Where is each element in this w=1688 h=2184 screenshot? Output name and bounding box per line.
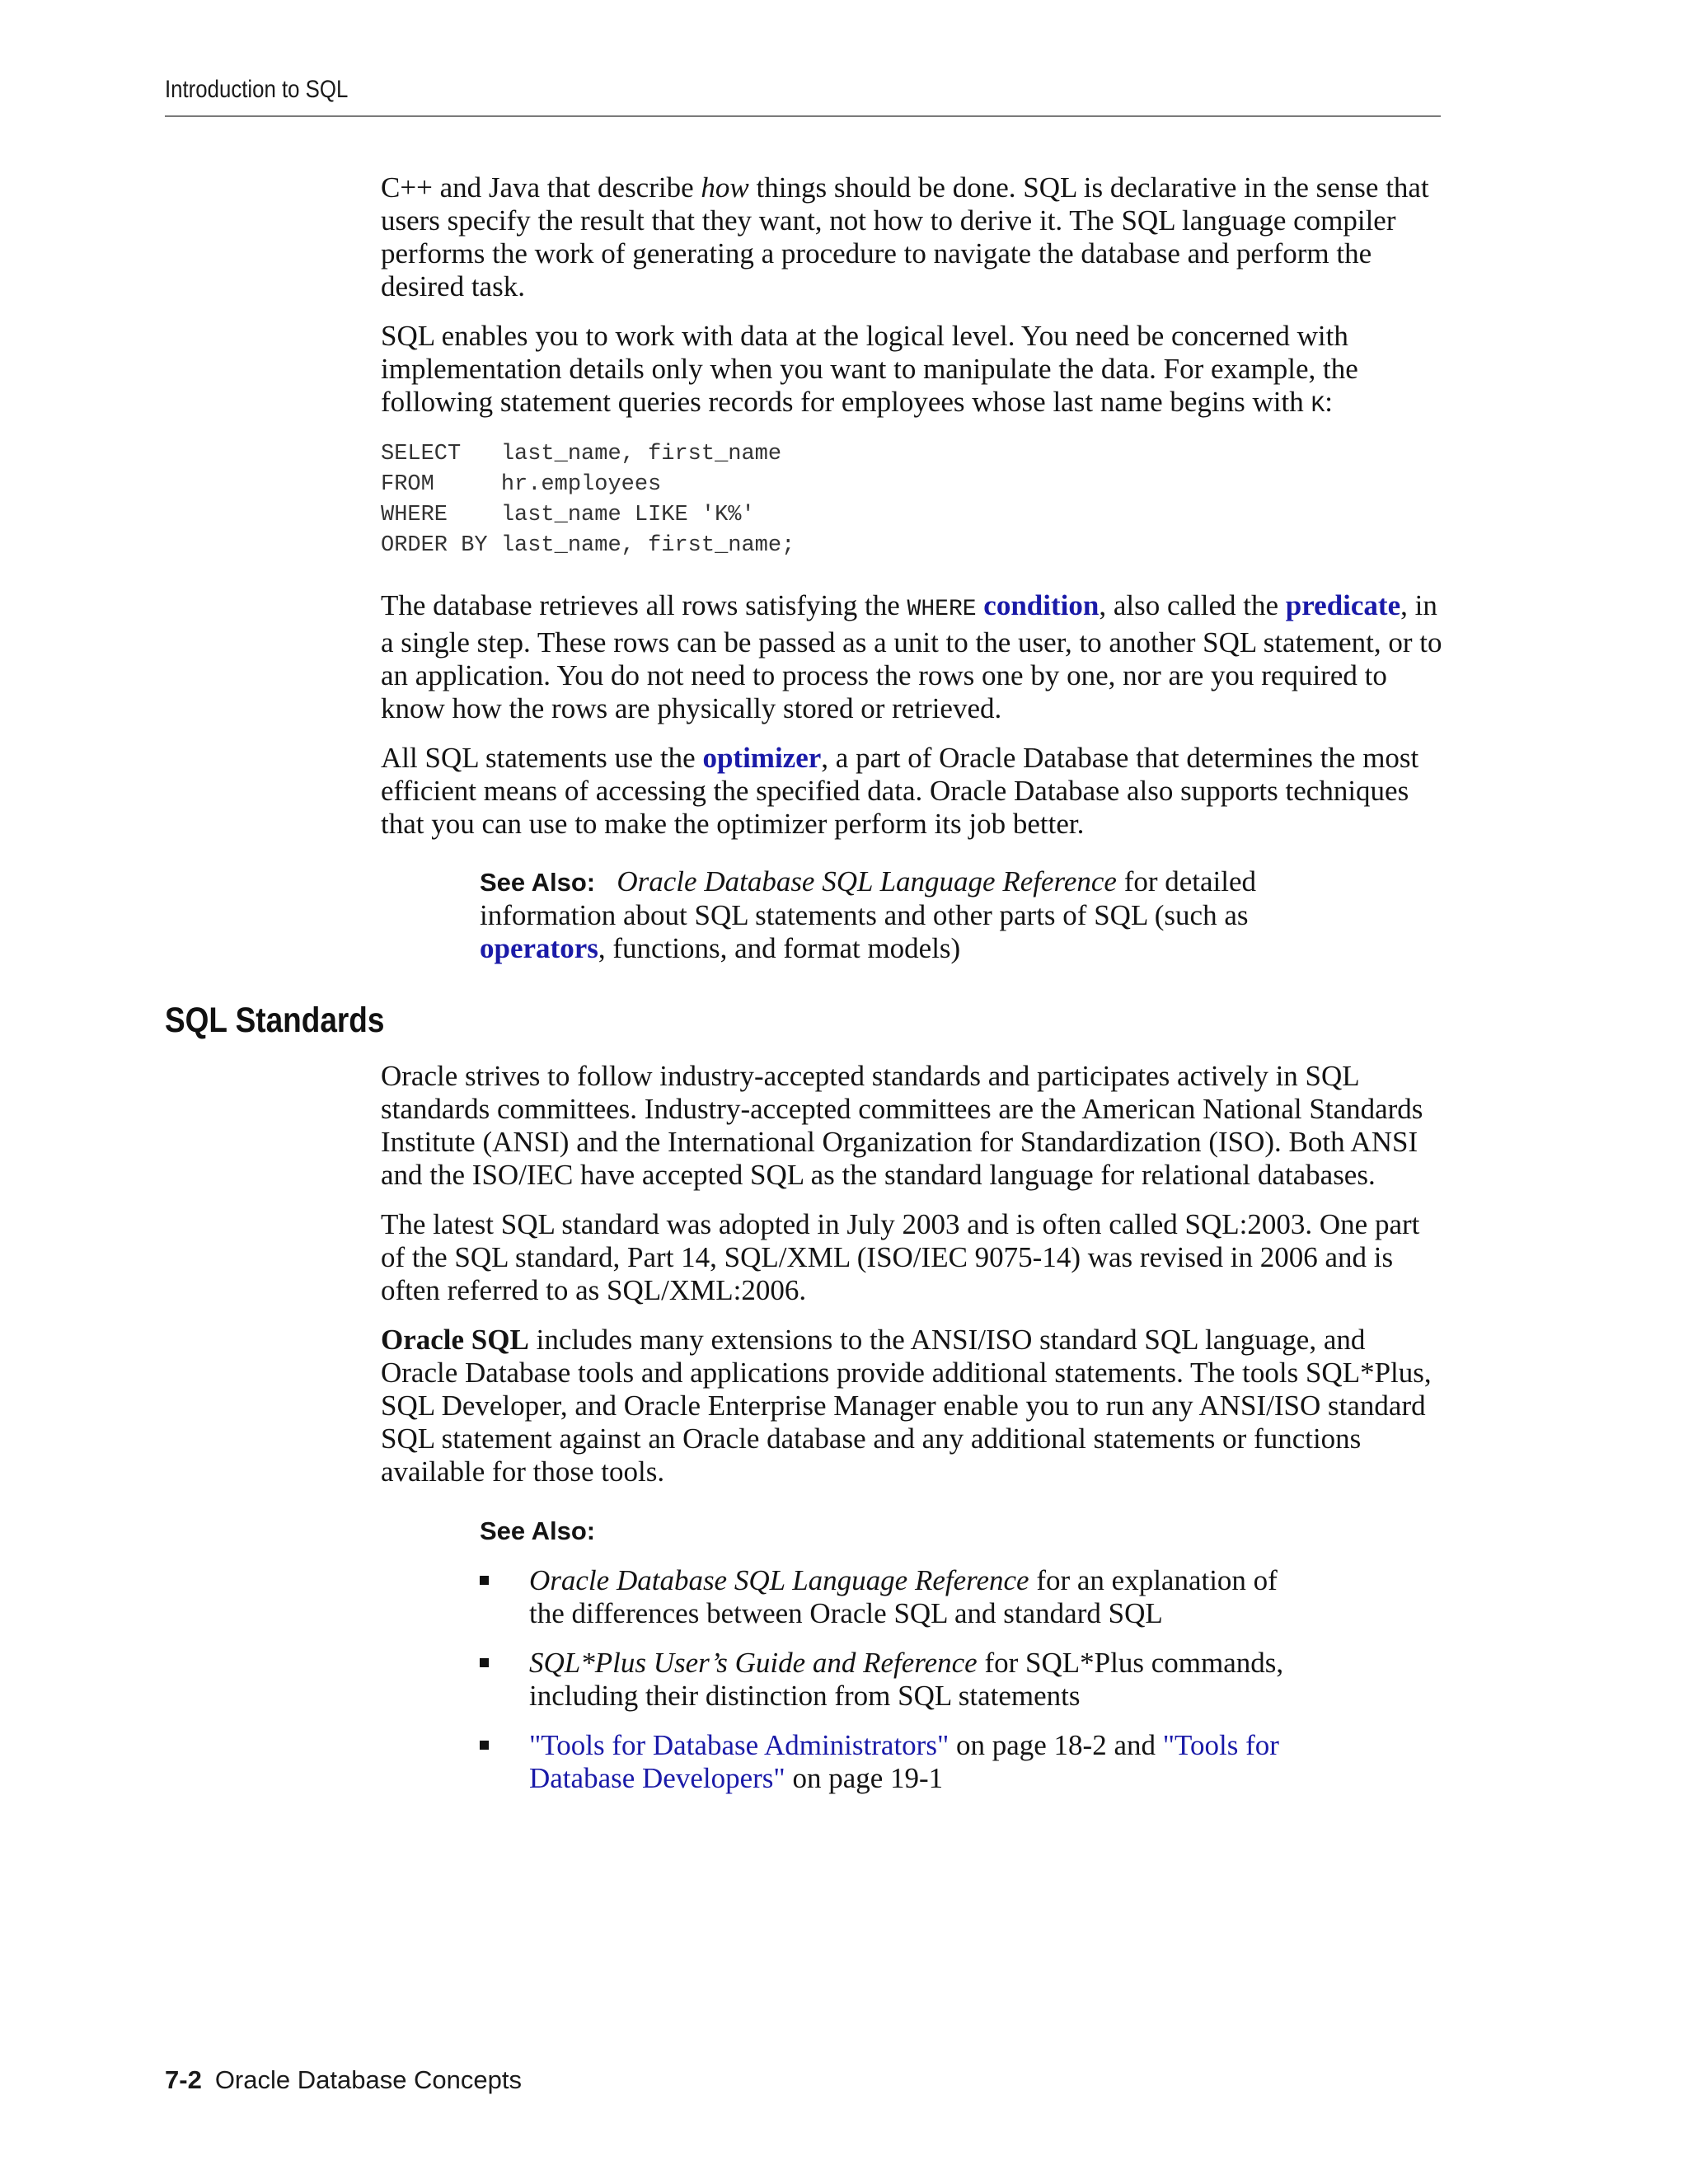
see-also-label: See Also: — [480, 868, 596, 897]
text: for detailed information about SQL statements and other parts of SQL (such as — [480, 865, 1257, 931]
text: SQL enables you to work with data at the logical level. You need be concerned with implementation details only when you want to manipulate the data. For example, the following statement queries records for employees whose last name begins with — [381, 320, 1358, 418]
page-number: 7-2 — [165, 2065, 202, 2094]
text: C++ and Java that describe — [381, 171, 701, 204]
paragraph-logical-level — [381, 320, 1444, 423]
see-also-note — [480, 865, 1304, 965]
sql-code-block: SELECT last_name, first_name FROM hr.employees WHERE last_name LIKE 'K%' ORDER BY last_name, first_name; — [381, 442, 795, 558]
list-item — [480, 1729, 1304, 1795]
intro-content — [381, 171, 1444, 990]
see-also-label: See Also: — [480, 1516, 596, 1545]
section-heading: SQL Standards — [165, 1001, 385, 1040]
text: includes many extensions to the ANSI/ISO standard SQL language, and Oracle Database tools and applications provide additional statements. The tools SQL*Plus, SQL Developer, and Oracle Enterprise Manager enable you to run any ANSI/ISO standard SQL statement against an Oracle database and any additional statements or functions available for those tools. — [381, 1324, 1432, 1488]
reference-title: Oracle Database SQL Language Reference — [529, 1564, 1029, 1596]
text: , a part of Oracle Database that determines the most efficient means of accessing the specified data. Oracle Database also supports techniques that you can use to make the optimizer perform its job better. — [381, 742, 1419, 840]
paragraph-latest-standard: The latest SQL standard was adopted in July 2003 and is often called SQL:2003. One part of the SQL standard, Part 14, SQL/XML (ISO/IEC 9075-14) was revised in 2006 and is often referred to as SQL/XML:2006. — [381, 1208, 1420, 1306]
bold-oracle-sql: Oracle SQL — [381, 1324, 529, 1356]
link-optimizer[interactable]: optimizer — [702, 742, 822, 774]
reference-title: SQL*Plus User’s Guide and Reference — [529, 1647, 978, 1679]
book-title: Oracle Database Concepts — [214, 2065, 523, 2094]
running-header: Introduction to SQL — [165, 76, 349, 103]
text: on page 19-1 — [785, 1762, 944, 1794]
page-footer — [165, 2065, 522, 2095]
link-predicate[interactable]: predicate — [1285, 589, 1401, 621]
text: things should be done. SQL is declarative in the sense that users specify the result that they want, not how to derive it. The SQL language compiler performs the work of generating a procedure to navigate the database and perform the desired task. — [381, 171, 1429, 302]
paragraph-committees: Oracle strives to follow industry-accepted standards and participates actively in SQL standards committees. Industry-accepted committees are the American National Standards Institute (ANSI) and the International Organization for Standardization (ISO). Both ANSI and the ISO/IEC have accepted SQL as the standard language for relational databases. — [381, 1060, 1423, 1191]
text: : — [1325, 386, 1334, 418]
paragraph-retrieves-rows — [381, 589, 1444, 725]
text: , also called the — [1099, 589, 1286, 621]
text: on page 18-2 and — [949, 1729, 1163, 1761]
link-tools-admins[interactable]: "Tools for Database Administrators" — [529, 1729, 950, 1761]
text: The database retrieves all rows satisfying the — [381, 589, 907, 621]
paragraph-declarative — [381, 171, 1444, 303]
emphasis-how: how — [701, 171, 749, 204]
bullet-square-icon — [480, 1741, 489, 1750]
header-rule — [165, 115, 1441, 117]
text: , functions, and format models) — [598, 932, 961, 964]
paragraph-optimizer — [381, 742, 1444, 841]
inline-code-where: WHERE — [907, 597, 977, 622]
standards-content — [381, 1060, 1444, 1820]
text: for SQL*Plus commands, including their distinction from SQL statements — [529, 1647, 1284, 1712]
see-also-list — [480, 1564, 1304, 1795]
list-item — [480, 1564, 1304, 1630]
bullet-square-icon — [480, 1658, 489, 1667]
inline-code-k: K — [1311, 393, 1325, 419]
see-also-list-note — [480, 1515, 1304, 1795]
text: , in a single step. These rows can be passed as a unit to the user, to another SQL statement, or to an application. You do not need to process the rows one by one, nor are you required to know how the rows are physically stored or retrieved. — [381, 589, 1442, 724]
bullet-square-icon — [480, 1576, 489, 1585]
list-item — [480, 1647, 1304, 1713]
link-tools-developers[interactable]: "Tools for Database Developers" — [529, 1729, 1279, 1794]
link-condition[interactable]: condition — [983, 589, 1100, 621]
paragraph-oracle-sql — [381, 1324, 1444, 1488]
see-also-reference: Oracle Database SQL Language Reference — [617, 865, 1117, 898]
link-operators[interactable]: operators — [480, 932, 598, 964]
text: All SQL statements use the — [381, 742, 703, 774]
text: for an explanation of the differences between Oracle SQL and standard SQL — [529, 1564, 1278, 1629]
